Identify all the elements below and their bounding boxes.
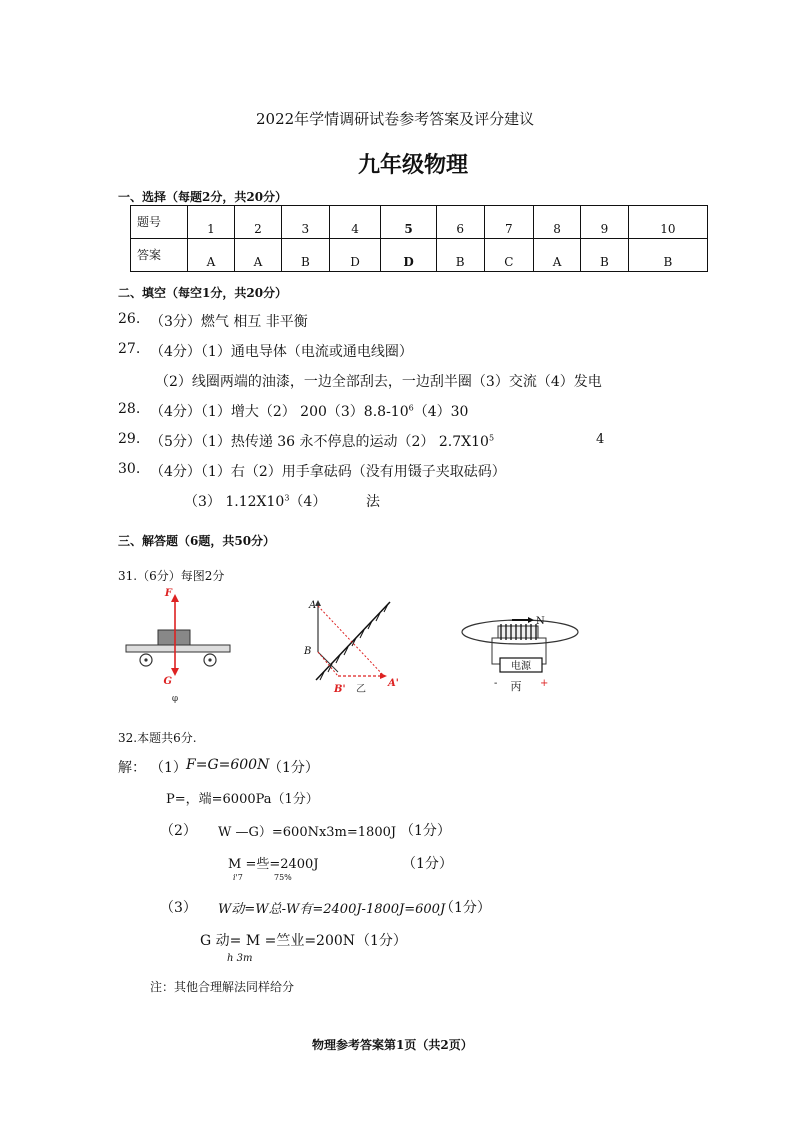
solution-4-score: （1分）: [402, 856, 453, 872]
solution-3-number: （2）: [160, 823, 197, 839]
table-cell: 9: [581, 206, 629, 239]
label-a-prime: A': [388, 678, 399, 689]
force-f-label: F: [164, 588, 172, 599]
solenoid-core: [498, 626, 538, 638]
q26-number: 26.: [118, 311, 141, 327]
q31-heading: 31.（6分）每图2分: [118, 569, 225, 583]
terminal-minus: -: [494, 678, 498, 689]
label-n: N: [536, 616, 545, 627]
wheel-right-axle: [208, 658, 211, 661]
block: [158, 630, 190, 645]
section3-heading: 三、解答题（6题，共50分）: [118, 534, 276, 548]
label-b-prime: B': [334, 684, 346, 695]
q27-number: 27.: [118, 341, 141, 357]
q30-answer-a: （4分）（1）右（2）用手拿砝码（没有用镊子夹取砝码）: [150, 464, 506, 480]
figure-yi-caption: 乙: [356, 684, 366, 695]
q28-answer: （4分）（1）增大（2） $200(3)8.8-10^6(4)30$: [150, 403, 469, 420]
force-f-arrowhead: [171, 594, 179, 602]
solution-5-score: （1分）: [440, 900, 491, 916]
q29-tail: 4: [596, 432, 605, 447]
solution-3-equation: W —G）=600Nx3m=1800J: [218, 825, 397, 840]
compass-arrowhead: [528, 617, 534, 623]
table-cell: 10: [628, 206, 707, 239]
label-a: A: [309, 600, 317, 611]
table-cell: D: [329, 239, 381, 272]
table-cell: D: [381, 239, 436, 272]
page-footer: 物理参考答案第1页（共2页）: [312, 1038, 473, 1052]
figure-jia-caption: φ: [171, 694, 179, 704]
force-g-label: G: [163, 676, 172, 687]
solution-label: 解：: [118, 760, 146, 776]
table-cell: C: [484, 239, 534, 272]
exam-subtitle: 2022年学情调研试卷参考答案及评分建议: [256, 110, 535, 128]
table-cell: 6: [436, 206, 484, 239]
section2-heading: 二、填空（每空1分，共20分）: [118, 286, 288, 300]
table-cell: 7: [484, 206, 534, 239]
q30-answer-b: （3） $1.12X10^3(4)$: [184, 493, 327, 510]
table-label-number: 题号: [131, 206, 188, 239]
solution-5-number: （3）: [160, 900, 197, 916]
q30-number: 30.: [118, 461, 141, 477]
table-row-answers: [131, 239, 708, 272]
solution-4-sub-b: 75%: [274, 873, 292, 882]
mirror: [316, 602, 390, 680]
table-cell: 4: [329, 206, 381, 239]
page-title: 九年级物理: [358, 152, 469, 178]
table-cell: B: [628, 239, 707, 272]
cart-board: [126, 645, 230, 652]
solution-6-sub: h 3m: [227, 953, 253, 964]
solution-4-equation: M =些=2400J: [228, 857, 319, 872]
table-cell: A: [188, 239, 235, 272]
image-a-guide: [318, 606, 384, 676]
table-cell: 8: [534, 206, 581, 239]
q29-answer: （5分）（1）热传递 36 永不停息的运动（2） $2.7X10^5$: [150, 433, 495, 450]
q27-answer-a: （4分）（1）通电导体（电流或通电线圈）: [150, 344, 413, 360]
table-label-answer: 答案: [131, 239, 188, 272]
figure-yi: [298, 594, 410, 698]
table-cell: A: [235, 239, 282, 272]
solution-6-score: （1分）: [356, 933, 407, 949]
table-cell: B: [436, 239, 484, 272]
figure-bing-caption: 丙: [510, 680, 522, 693]
q27-answer-b: （2）线圈两端的油漆，一边全部刮去，一边刮半圈（3）交流（4）发电: [155, 374, 602, 390]
force-g-arrowhead: [171, 668, 179, 676]
terminal-plus: +: [540, 678, 549, 689]
table-cell: 5: [381, 206, 436, 239]
table-row-numbers: [131, 206, 708, 239]
q28-number: 28.: [118, 401, 141, 417]
image-ab-arrowhead: [380, 673, 387, 679]
q26-answer: （3分）燃气 相互 非平衡: [150, 314, 308, 330]
solution-6-equation: G 动= M =竺业=200N: [200, 933, 356, 949]
table-cell: A: [534, 239, 581, 272]
section1-heading: 一、选择（每题2分，共20分）: [118, 190, 288, 204]
note: 注：其他合理解法同样给分: [150, 980, 295, 994]
solution-5-equation: W动=W总-W有=2400J-1800J=600J: [218, 902, 446, 917]
table-cell: 2: [235, 206, 282, 239]
q29-number: 29.: [118, 431, 141, 447]
wire-left: [492, 638, 500, 664]
label-b: B: [304, 646, 312, 657]
table-cell: 1: [188, 206, 235, 239]
solution-1-number: （1）: [150, 760, 187, 776]
q32-heading: 32.本题共6分.: [118, 731, 197, 745]
solution-4-sub-a: 𝑖'7: [233, 873, 243, 882]
figure-bing: [458, 612, 586, 700]
q30-tail: 法: [366, 494, 380, 510]
power-label: 电源: [511, 661, 531, 672]
figure-jia: [118, 586, 238, 706]
table-cell: B: [282, 239, 330, 272]
wheel-left-axle: [144, 658, 147, 661]
image-b-guide: [318, 652, 338, 676]
solution-3-score: （1分）: [400, 823, 451, 839]
table-cell: 3: [282, 206, 330, 239]
solution-1-equation: F=G=600N: [186, 757, 270, 773]
solution-1-score: （1分）: [268, 760, 319, 776]
answer-table: [130, 205, 708, 272]
table-cell: B: [581, 239, 629, 272]
solution-2-line: P=，端=6000Pa（1分）: [166, 792, 319, 807]
